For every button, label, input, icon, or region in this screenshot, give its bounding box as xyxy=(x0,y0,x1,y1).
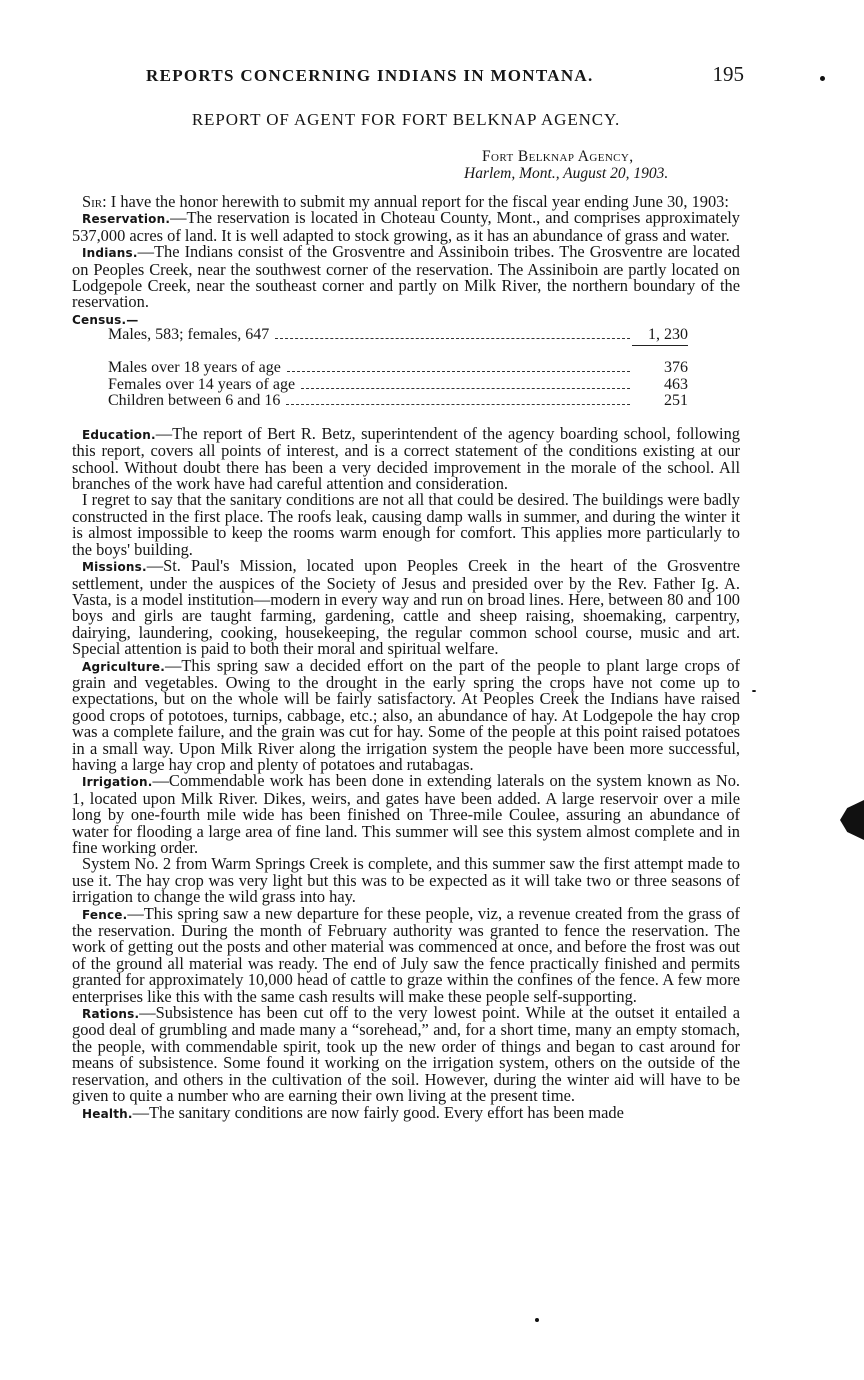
irrigation-paragraph xyxy=(72,773,740,856)
health-paragraph xyxy=(72,1102,740,1122)
agriculture-head: Agriculture. xyxy=(82,659,165,674)
education-paragraph-2: I regret to say that the sanitary conditions are not all that could be desired. The buildings were badly constructed in the first place. The roofs leak, causing damp walls in summer, and during the winter it is almost impossible to keep the rooms warm enough for comfort. This applies more particularly to the boys' building. xyxy=(72,490,740,559)
fence-text: —This spring saw a new departure for these people, viz, a revenue created from the grass of the reservation. During the month of February authority was granted to fence the reservation. The work of getting out the posts and other material was commenced at once, and before the frost was out of the ground all material was ready. The end of July saw the fence practically finished and permits granted for approximately 10,000 head of cattle to graze within the confines of the fence. A few more enterprises like this with the same cash results will make these people self-supporting. xyxy=(72,903,740,1006)
running-title: REPORTS CONCERNING INDIANS IN MONTANA. xyxy=(146,66,594,85)
irrigation-text: —Commendable work has been done in extending laterals on the system known as No. 1, located upon Milk River. Dikes, weirs, and gates have been added. A large reservoir over a mile long by one-fourth mile wide has been finished on Three-mile Coulee, assuring an abundance of water for flooding a large area of fine land. This summer will see this system almost complete and in fine working order. xyxy=(72,771,740,857)
census-total-row xyxy=(108,327,688,344)
indians-text: —The Indians consist of the Grosventre and Assiniboin tribes. The Grosventre are located on Peoples Creek, near the southwest corner of the reservation. The Assiniboin are partly located on Lodgepole Creek, near the southeast corner and partly on Milk River, the northern boundary of the reservation. xyxy=(72,242,740,312)
dateline-place: Fort Belknap Agency, xyxy=(482,148,634,165)
census-rule xyxy=(632,345,688,346)
dateline xyxy=(464,148,740,182)
binding-hole-mark xyxy=(840,800,864,840)
running-header xyxy=(72,60,744,90)
agriculture-text: —This spring saw a decided effort on the part of the people to plant large crops of grain and vegetables. Owing to the drought in the early spring the crops have not come up to expectations, but on the whole will be fairly satisfactory. At Peoples Creek the Indians have raised good crops of pototoes, turnips, cabbage, etc.; also, an abundance of hay. At Lodgepole the hay crop was a complete failure, and the grain was cut for hay. Some of the people at this point raised potatoes in a small way. Upon Milk River along the irrigation system the people have been more successful, having a large hay crop and plenty of potatoes and rutabagas. xyxy=(72,655,740,774)
rations-head: Rations. xyxy=(82,1007,140,1022)
scan-speck xyxy=(535,1318,539,1322)
census-row-value: 376 xyxy=(664,359,688,377)
fence-paragraph xyxy=(72,903,740,1006)
dateline-location-date: Harlem, Mont., August 20, 1903. xyxy=(464,165,669,182)
reservation-paragraph xyxy=(72,210,740,244)
census-total-value: 1, 230 xyxy=(648,325,688,343)
irrigation-head: Irrigation. xyxy=(82,775,153,790)
education-text: —The report of Bert R. Betz, superintendent of the agency boarding school, following this report, covers all points of interest, and is a correct statement of the conditions existing at our school. Without doubt there has been a very decided improvement in the morale of the school. All branches of the work have had careful attention and consideration. xyxy=(72,423,740,494)
education-paragraph xyxy=(72,423,740,494)
document-page xyxy=(72,60,744,1122)
scan-speck xyxy=(820,76,825,81)
leader-dots xyxy=(287,370,630,372)
scan-speck xyxy=(752,690,756,692)
fence-head: Fence. xyxy=(82,907,128,922)
agriculture-paragraph xyxy=(72,655,740,774)
census-head: Census.— xyxy=(72,312,139,327)
salutation-head: Sir: xyxy=(82,192,107,211)
census-total-label: Males, 583; females, 647 xyxy=(108,325,270,343)
census-row-label: Males over 18 years of age xyxy=(108,359,281,377)
rations-paragraph xyxy=(72,1005,740,1104)
indians-head: Indians. xyxy=(82,246,138,261)
reservation-head: Reservation. xyxy=(82,212,171,227)
census-row-value: 251 xyxy=(664,392,688,410)
health-text: —The sanitary conditions are now fairly good. Every effort has been made xyxy=(132,1102,624,1122)
education-head: Education. xyxy=(82,427,156,442)
census-row-value: 463 xyxy=(664,375,688,393)
report-title: REPORT OF AGENT FOR FORT BELKNAP AGENCY. xyxy=(191,110,621,129)
health-head: Health. xyxy=(82,1106,133,1121)
rations-text: —Subsistence has been cut off to the very lowest point. While at the outset it entailed a good deal of grumbling and made many a “sorehead,” and, for a short time, many an empty stomach, the people, with commendable spirit, took up the new order of things and began to cast around for means of subsistence. Some found it working on the irrigation system, others on the outside of the reservation, and others in the cultivation of the soil. However, during the winter aid will have to be given to quite a number who are earning their own living at the present time. xyxy=(72,1003,740,1106)
leader-dots xyxy=(275,337,630,339)
indians-paragraph xyxy=(72,244,740,311)
census-row-label: Females over 14 years of age xyxy=(108,375,296,393)
missions-paragraph xyxy=(72,558,740,657)
irrigation-paragraph-2: System No. 2 from Warm Springs Creek is complete, and this summer saw the first attempt made to use it. The hay crop was very light but this was to be expected as it will take two or three seasons of irrigation to change the wild grass into hay. xyxy=(72,854,740,907)
census-row xyxy=(108,377,688,394)
salutation-text: I have the honor herewith to submit my annual report for the fiscal year ending June 30, 1903: xyxy=(110,192,729,211)
census-row xyxy=(108,360,688,377)
leader-dots xyxy=(301,387,630,389)
census-row-label: Children between 6 and 16 xyxy=(108,392,281,410)
missions-head: Missions. xyxy=(82,560,147,575)
reservation-text: —The reservation is located in Choteau County, Mont., and comprises approximately 537,000 acres of land. It is well adapted to stock growing, as it has an abundance of grass and water. xyxy=(72,208,740,245)
page-number: 195 xyxy=(712,62,744,86)
census-row xyxy=(108,393,688,410)
missions-text: —St. Paul's Mission, located upon Peoples Creek in the heart of the Grosventre settlement, under the auspices of the Society of Jesus and presided over by the Rev. Father Ig. A. Vasta, is a model institution—modern in every way and run on broad lines. Here, between 80 and 100 boys and girls are taught farming, gardening, cattle and sheep raising, shoemaking, carpentry, dairying, laundering, cooking, housekeeping, the regular common school course, music and art. Special attention is paid to both their moral and spiritual welfare. xyxy=(72,556,740,659)
leader-dots xyxy=(286,403,630,405)
